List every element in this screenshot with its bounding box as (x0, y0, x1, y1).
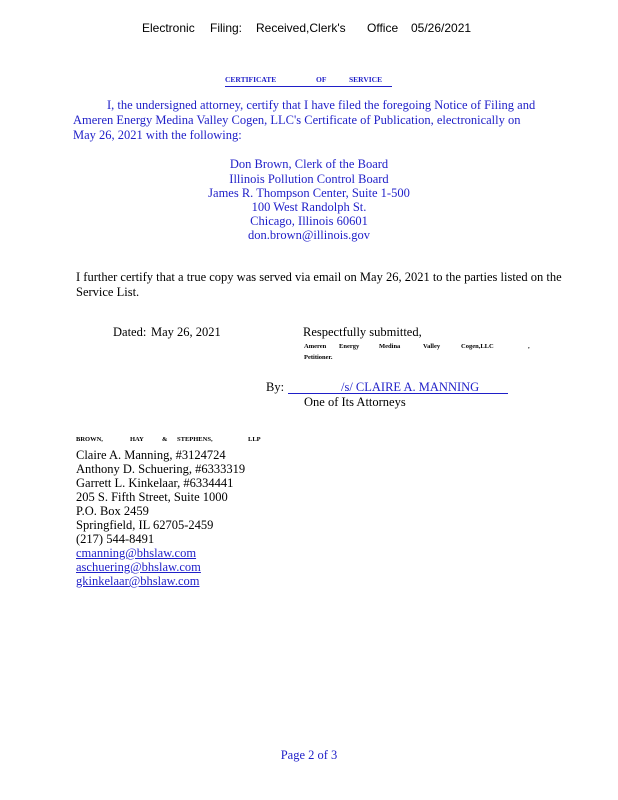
efiling-filing: Filing: (210, 21, 243, 35)
one-of-its-attorneys: One of Its Attorneys (304, 395, 406, 409)
firm-line-4: 205 S. Fifth Street, Suite 1000 (76, 490, 228, 504)
party-word-6: , (528, 343, 530, 350)
firm-word-5: LLP (248, 436, 261, 443)
party-word-2: Energy (339, 343, 360, 350)
signature-text: /s/ CLAIRE A. MANNING (341, 380, 480, 394)
firm-word-3: & (162, 436, 168, 443)
respectfully-submitted: Respectfully submitted, (303, 325, 422, 339)
certificate-title-2: OF (316, 75, 327, 84)
firm-word-1: BROWN, (76, 436, 103, 443)
party-word-4: Valley (423, 343, 441, 350)
efiling-received: Received,Clerk's (256, 21, 346, 35)
firm-line-2: Anthony D. Schuering, #6333319 (76, 462, 246, 476)
further-certify-line1: I further certify that a true copy was served via email on May 26, 2021 to the parties listed on the (76, 270, 562, 284)
efiling-office: Office (367, 21, 399, 35)
addressee-line-2: Illinois Pollution Control Board (229, 172, 389, 186)
addressee-line-1: Don Brown, Clerk of the Board (229, 157, 389, 171)
firm-word-2: HAY (130, 436, 144, 443)
certificate-para1-line1: I, the undersigned attorney, certify that I have filed the foregoing Notice of Filing and (107, 98, 536, 112)
party-word-5: Cogen,LLC (461, 343, 494, 350)
email-link-cmanning[interactable]: cmanning@bhslaw.com (76, 546, 197, 560)
firm-line-5: P.O. Box 2459 (76, 504, 149, 518)
addressee-line-5: Chicago, Illinois 60601 (250, 214, 368, 228)
firm-word-4: STEPHENS, (177, 436, 213, 443)
party-word-1: Ameren (304, 343, 327, 350)
firm-line-6: Springfield, IL 62705-2459 (76, 518, 214, 532)
certificate-title-underline (225, 86, 392, 87)
email-link-gkinkelaar[interactable]: gkinkelaar@bhslaw.com (76, 574, 200, 588)
firm-line-1: Claire A. Manning, #3124724 (76, 448, 226, 462)
certificate-para1-line2: Ameren Energy Medina Valley Cogen, LLC's Certificate of Publication, electronically on (73, 113, 521, 127)
certificate-title-1: CERTIFICATE (225, 75, 277, 84)
certificate-title-3: SERVICE (349, 75, 383, 84)
certificate-para1-line3: May 26, 2021 with the following: (73, 128, 242, 142)
dated-value: May 26, 2021 (151, 325, 221, 339)
dated-label: Dated: (113, 325, 147, 339)
addressee-email[interactable]: don.brown@illinois.gov (248, 228, 370, 242)
addressee-line-3: James R. Thompson Center, Suite 1-500 (208, 186, 410, 200)
email-link-aschuering[interactable]: aschuering@bhslaw.com (76, 560, 201, 574)
party-word-3: Medina (379, 343, 401, 350)
by-label: By: (266, 380, 285, 394)
further-certify-line2: Service List. (76, 285, 140, 299)
efiling-date: 05/26/2021 (411, 21, 472, 35)
firm-line-7: (217) 544-8491 (76, 532, 155, 546)
page-number: Page 2 of 3 (280, 748, 338, 762)
party-role: Petitioner. (304, 354, 333, 361)
addressee-line-4: 100 West Randolph St. (251, 200, 367, 214)
firm-line-3: Garrett L. Kinkelaar, #6334441 (76, 476, 234, 490)
efiling-label: Electronic (142, 21, 195, 35)
